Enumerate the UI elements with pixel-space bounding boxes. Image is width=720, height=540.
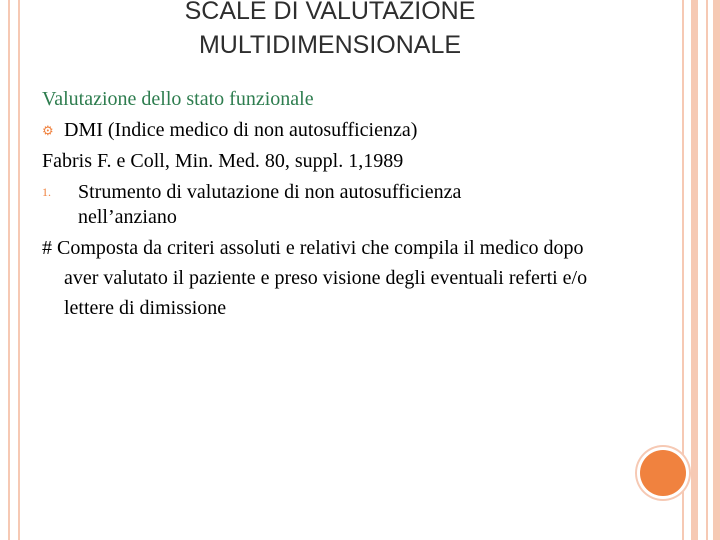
bullet-item [42, 115, 642, 146]
description-paragraph: # Composta da criteri assoluti e relativi che compila il medico dopo aver valutato il paziente e preso visione degli eventuali referti e/o lettere di dimissione [42, 237, 588, 319]
gear-icon: ⚙ [42, 123, 54, 138]
slide-title-line-1: SCALE DI VALUTAZIONE [184, 0, 476, 25]
numbered-item-text: Strumento di valutazione di non autosufficienza [78, 181, 462, 203]
left-frame-decoration [0, 0, 20, 540]
right-frame-decoration [682, 0, 720, 540]
reference-line: Fabris F. e Coll, Min. Med. 80, suppl. 1,1989 [42, 150, 404, 172]
numbered-item-continuation: nell’anziano [78, 206, 177, 228]
number-marker: 1. [42, 185, 51, 199]
slide-title [60, 0, 600, 62]
slide-body [42, 84, 642, 323]
bullet-text: DMI (Indice medico di non autosufficienza) [64, 119, 418, 141]
slide-title-line-2: MULTIDIMENSIONALE [198, 31, 462, 59]
orange-circle-decoration [640, 450, 686, 496]
section-subheading: Valutazione dello stato funzionale [42, 88, 314, 110]
